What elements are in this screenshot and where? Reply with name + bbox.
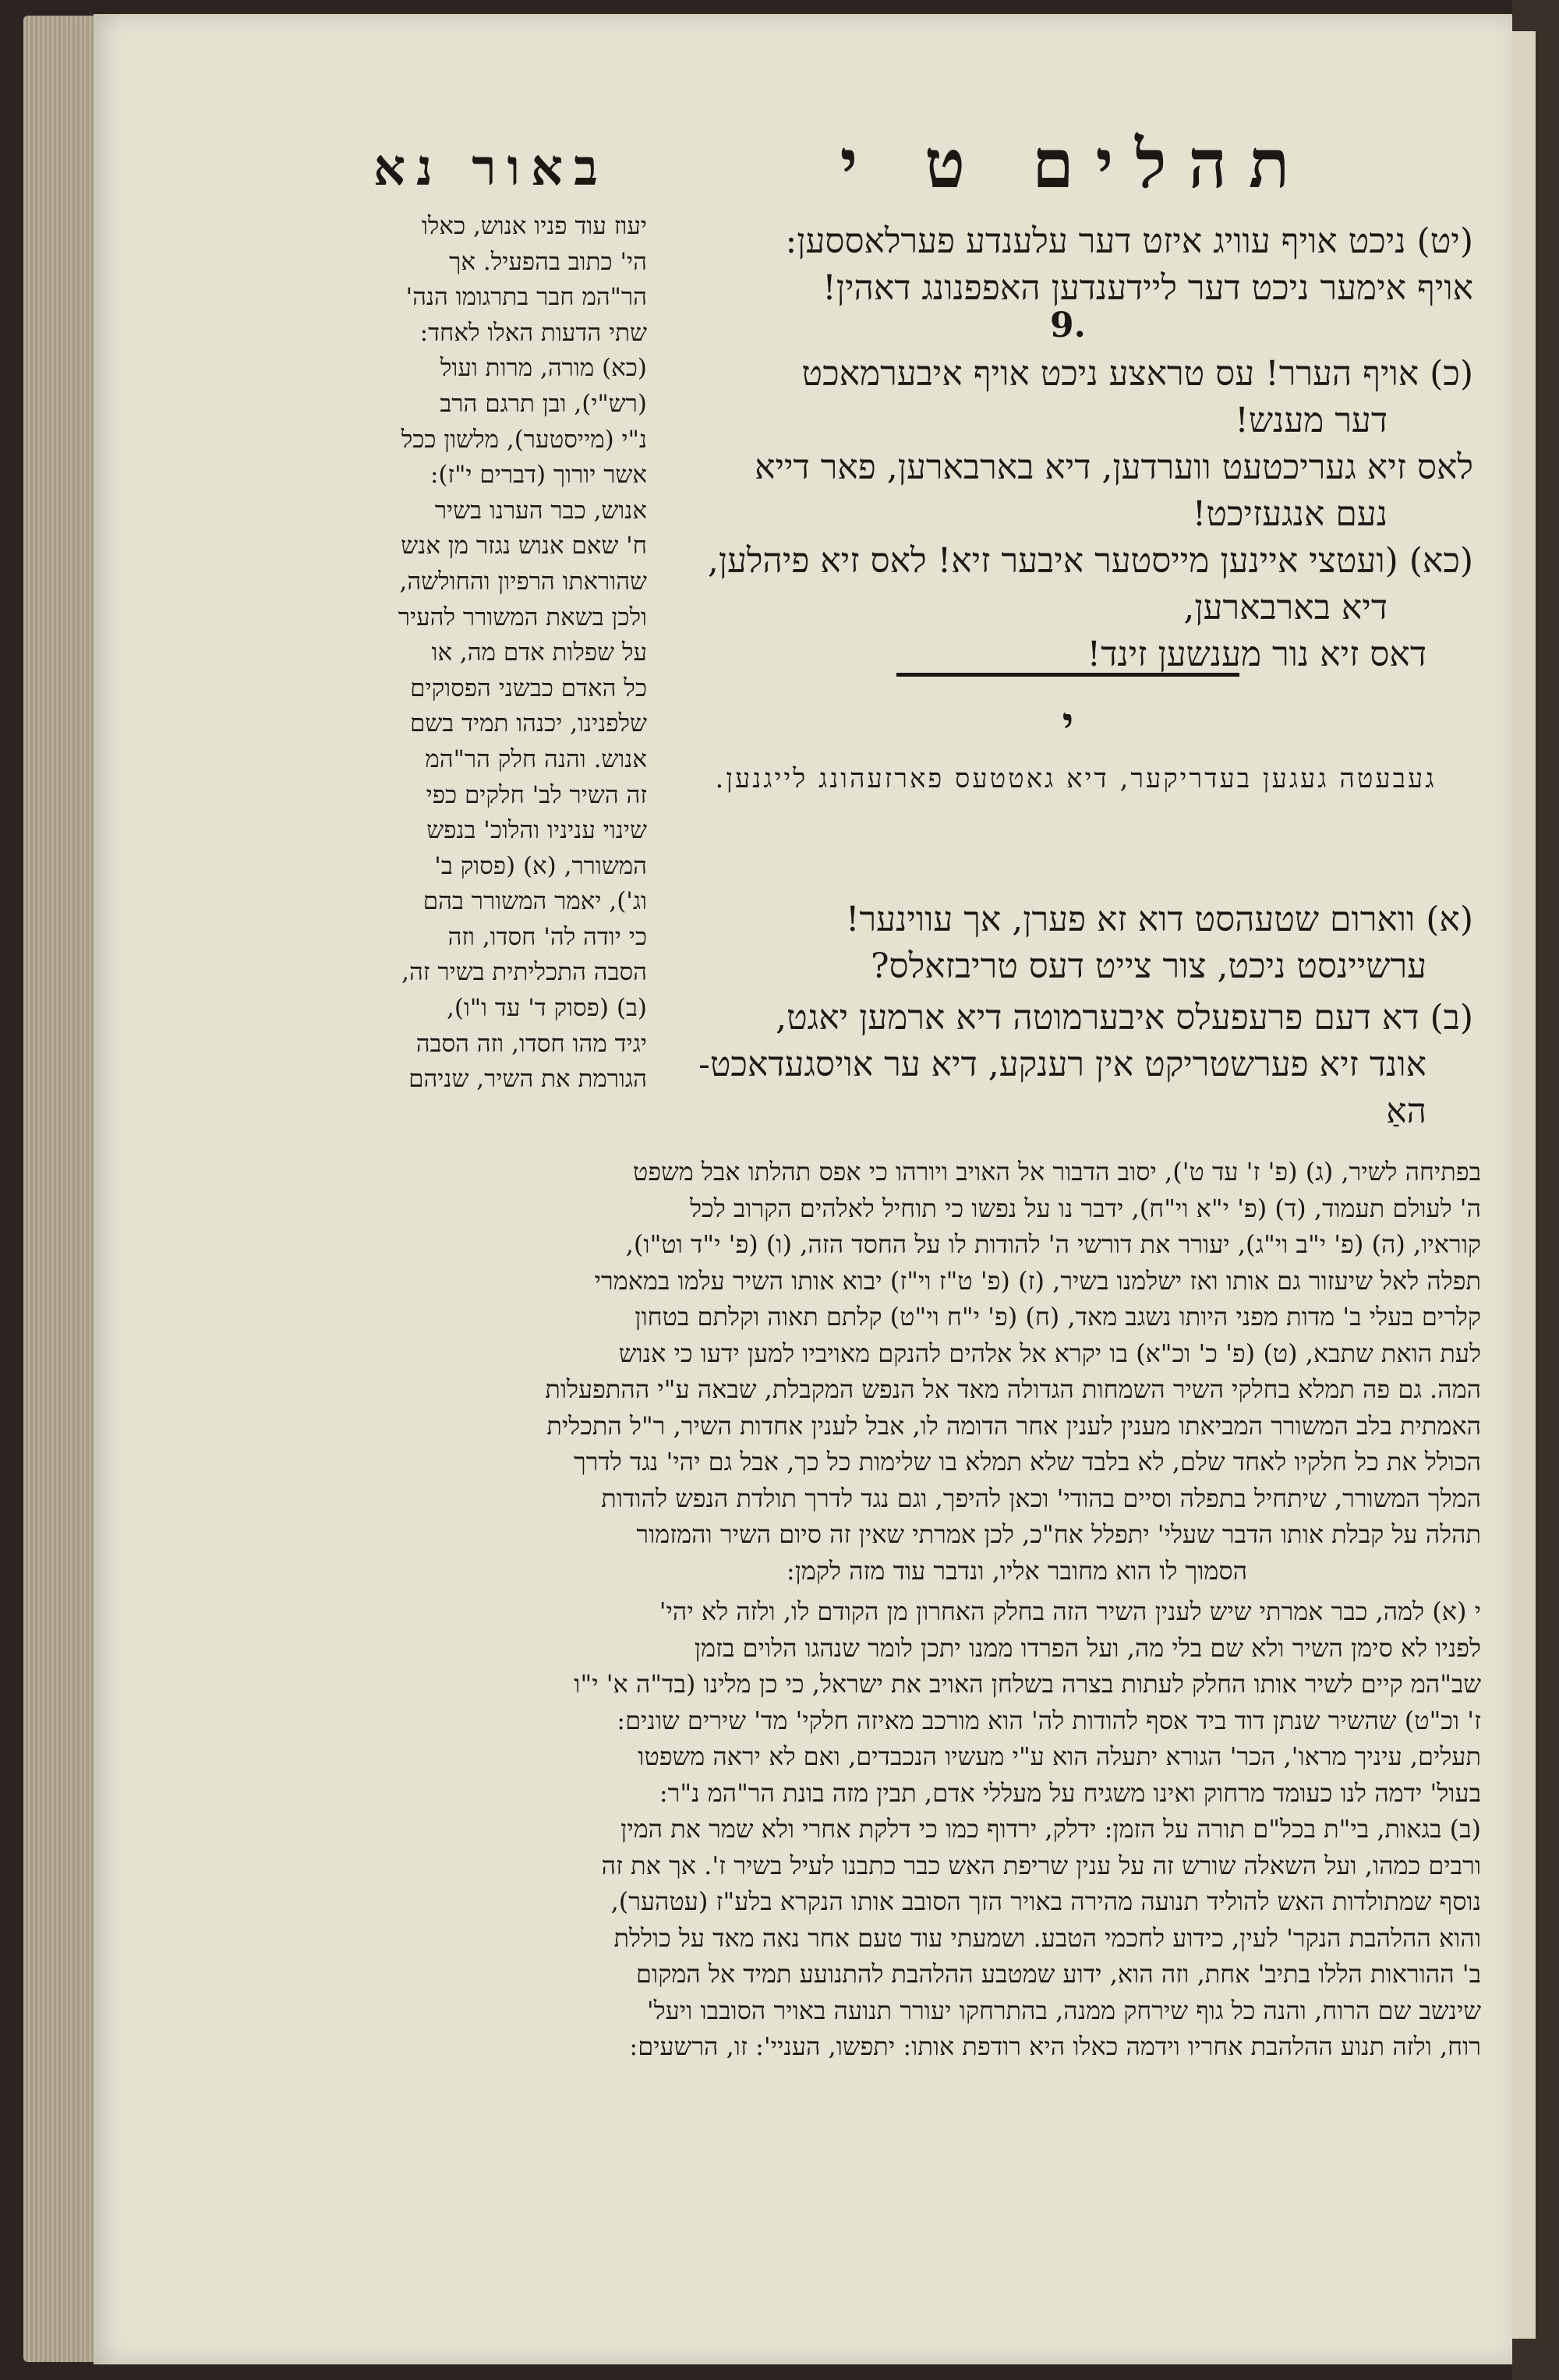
commentary-line: י (א) למה, כבר אמרתי שיש לענין השיר הזה בחלק האחרון מן הקודם לו, ולזה לא יהי': [659, 1597, 1481, 1626]
side-line: וג'), יאמר המשורר בהם: [422, 887, 647, 916]
main-line: לאס זיא געריכטעט ווערדען, דיא בארבארען, פאר דייא: [755, 447, 1473, 487]
side-line: אשר יורוך (דברים י"ז):: [430, 461, 647, 490]
side-line: על שפלות אדם מה, או: [431, 638, 647, 667]
commentary-line: ז' וכ"ט) שהשיר שנתן דוד ביד אסף להודות לה' הוא מורכב מאיזה חלקי' מד' שירים שונים:: [617, 1705, 1481, 1735]
main-line: דער מענש!: [1235, 401, 1388, 440]
side-line: זה השיר לב' חלקים כפי: [426, 780, 647, 809]
commentary-line: תעלים, עיניך מראו', הכר' הגורא יתעלה הוא ע"י מעשיו הנכבדים, ואם לא יראה משפטו: [638, 1742, 1481, 1771]
side-line: (רש"י), ובן תרגם הרב: [440, 389, 647, 418]
side-line: יגיד מהו חסדו, וזה הסבה: [415, 1029, 647, 1058]
side-line: שינוי עניניו והלוכ' בנפש: [426, 816, 647, 845]
side-line: ח' שאם אנוש נגזר מן אנש: [401, 532, 647, 561]
commentary-line: ורבים כמהו, ועל השאלה שורש זה על ענין שריפת האש כבר כתבנו לעיל בשיר ז'. אך את זה: [601, 1850, 1481, 1880]
commentary-line: קלרים בעלי ב' מדות מפני היותו נשגב מאד, (ח) (פ' י"ח וי"ט) קלתם תאוה וקלתם בטחון: [635, 1302, 1481, 1331]
commentary-line: קוראיו, (ה) (פ' י"ב וי"ג), יעורר את דורשי ה' להודות לו על החסד הזה, (ו) (פ' י"ד וט"ו),: [625, 1229, 1481, 1259]
running-head-side: באור נא: [373, 139, 609, 197]
side-line: הסבה התכליתית בשיר זה,: [401, 958, 647, 987]
main-line: נעם אנגעזיכט!: [1192, 494, 1388, 534]
main-line: דאס זיא נור מענשען זינד!: [1087, 635, 1426, 674]
commentary-lower-block: [320, 1593, 1481, 2065]
commentary-line: בפתיחה לשיר, (ג) (פ' ז' עד ט'), יסוב הדבור אל האויב ויורהו כי אפס תהלתו אבל משפט: [633, 1157, 1481, 1186]
commentary-line: הכולל את כל חלקיו לאחד שלם, לא בלבד שלא תמלא בו שלימות כל כך, אבל גם יהי' נגד לדרך: [573, 1447, 1481, 1476]
main-line: (יט) ניכט אויף עוויג איזט דער עלענדע פערלאססען:: [785, 221, 1473, 261]
main-line: אונד זיא פערשטריקט אין רענקע, דיא ער אויסגעדאכט-: [698, 1045, 1426, 1084]
side-line: (ב) (פסוק ד' עד ו"ו),: [447, 994, 647, 1023]
commentary-line: נוסף שמתולדות האש להוליד תנועה מהירה באויר הזך הסובב אותו הנקרא בלע"ז (עטהער),: [610, 1887, 1481, 1916]
side-line: שהוראתו הרפיון והחולשה,: [399, 567, 647, 596]
commentary-line: שינשב שם הרוח, והנה כל גוף שירחק ממנה, בהתרחקו יעורר תנועה באויר הסובבו ויעל': [646, 1995, 1481, 2025]
commentary-line: המה. גם פה תמלא בחלקי השיר השמחות הגדולה מאד אל הנפש המקבלת, שבאה ע"י ההתפעלות: [545, 1374, 1481, 1404]
commentary-line: שב"המ קיים לשיר אותו החלק לעתות בצרה בשלחן האויב את ישראל, כי כן מלינו (בד"ה א' י"ו: [574, 1669, 1481, 1699]
main-line: (ב) דא דעם פרעפעלס איבערמוטה דיא ארמען יאגט,: [776, 998, 1473, 1038]
commentary-line: ה' לעולם תעמוד, (ד) (פ' י"א וי"ח), ידבר נו על נפשו כי תוחיל לאלהים הקרוב לכל: [690, 1193, 1481, 1223]
side-line: כי יודה לה' חסדו, וזה: [447, 922, 647, 951]
side-line: שלפנינו, יכנהו תמיד בשם: [409, 709, 647, 738]
main-line: (כ) אויף הערר! עס טראצע ניכט אויף איבערמאכט: [801, 354, 1473, 394]
running-head-main: תהלים ט י: [840, 125, 1312, 203]
main-line: (כא) (ועטצי איינען מייסטער איבער זיא! לאס זיא פיהלען,: [707, 541, 1473, 581]
main-line: אויף אימער ניכט דער ליידענדען האפפנונג דאהין!: [822, 268, 1473, 308]
side-line: אנוש, כבר הערנו בשיר: [434, 496, 647, 525]
commentary-line: בעול' ידמה לנו כעומד מרחוק ואינו משגיח על מעללי אדם, תבין מזה בונת הר"המ נ"ר:: [659, 1777, 1481, 1808]
section-divider: [896, 673, 1239, 677]
chapter-nine-numeral: 9.: [1050, 306, 1086, 345]
main-line: האַ: [1386, 1091, 1426, 1131]
commentary-line: תפלה לאל שיעזור גם אותו ואז ישלמנו בשיר, (ז) (פ' ט"ז וי"ז) יבוא אותו השיר עלמו במאמרי: [594, 1265, 1481, 1296]
commentary-line: תהלה על קבלת אותו הדבר שעלי' יתפלל אח"כ, לכן אמרתי שאין זה סיום השיר והמזמור: [636, 1519, 1481, 1549]
commentary-line: לפניו לא סימן השיר ולא שם בלי מה, ועל הפרדו ממנו יתכן לומר שנהגו הלוים בזמן: [694, 1632, 1481, 1663]
main-column-lower: [655, 896, 1473, 1135]
commentary-line: (ב) בגאות, בי"ת בכל"ם תורה על הזמן: ידלק, ירדוף כמו כי דלקת אחרי ולא שמר את המין: [620, 1814, 1481, 1844]
commentary-line: המלך המשורר, שיתחיל בתפלה וסיים בהודי' וכאן להיפך, וגם נגד לדרך תולדת הנפש להודות: [601, 1483, 1481, 1513]
side-line: שתי הדעות האלו לאחד:: [419, 318, 647, 347]
main-line: ערשיינסט ניכט, צור צייט דעס טריבזאלס?: [870, 946, 1426, 986]
commentary-line: והוא ההלהבת הנקר' לעין, כידוע לחכמי הטבע. ושמעתי עוד טעם אחר נאה מאד על כוללת: [613, 1922, 1481, 1953]
side-line: הר"המ חבר בתרגומו הנה': [405, 283, 647, 312]
side-line: הגורמת את השיר, שניהם: [408, 1065, 647, 1094]
main-line: (א) ווארום שטעהסט דוא זא פערן, אך עווינער!: [845, 900, 1473, 939]
commentary-line: הסמוך לו הוא מחובר אליו, ונדבר עוד מזה לקמן:: [786, 1555, 1247, 1586]
side-line: המשורר, (א) (פסוק ב': [434, 851, 647, 880]
commentary-line: רוח, ולזה תנוע ההלהבת אחריו וידמה כאלו היא רודפת אותו: יתפשו, העניי': זו, הרשעים:: [629, 2032, 1481, 2061]
commentary-upper-block: [320, 1154, 1481, 1589]
side-line: אנוש. והנה חלק הר"המ: [425, 744, 647, 773]
side-line: כל האדם כבשני הפסוקים: [410, 674, 647, 702]
chapter-ten-numeral: י: [1062, 698, 1074, 749]
commentary-line: לעת הואת שתבא, (ט) (פ' כ' וכ"א) בו יקרא אל אלהים להנקם מאויביו למען ידעו כי אנוש: [618, 1338, 1481, 1368]
main-line: דיא בארבארען,: [1183, 588, 1388, 628]
side-line: יעוז עוד פניו אנוש, כאלו: [421, 212, 647, 240]
side-line: הי' כתוב בהפעיל. אך: [449, 247, 647, 276]
side-commentary-column: [320, 209, 647, 1098]
side-line: (כא) מורה, מרות ועול: [440, 354, 647, 383]
chapter-heading-line: געבעטה געגען בעדריקער, דיא גאטטעס פארזעהונג לייגנען.: [715, 763, 1437, 794]
main-column-upper-cont: [655, 351, 1473, 678]
commentary-line: האמתית בלב המשורר המביאתו מענין לענין אחר הדומה לו, אבל לענין אחדות השיר, ר"ל התכלית: [546, 1410, 1481, 1441]
side-line: ולכן בשאת המשורר להעיר: [398, 603, 647, 631]
side-line: נ"י (מייסטער), מלשון ככל: [401, 425, 647, 454]
main-column-upper: [655, 218, 1473, 312]
commentary-line: ב' ההוראות הללו בתיב' אחת, וזה הוא, ידוע שמטבע ההלהבת להתנועע תמיד אל המקום: [636, 1959, 1481, 1989]
chapter-ten-heading: [678, 760, 1473, 838]
